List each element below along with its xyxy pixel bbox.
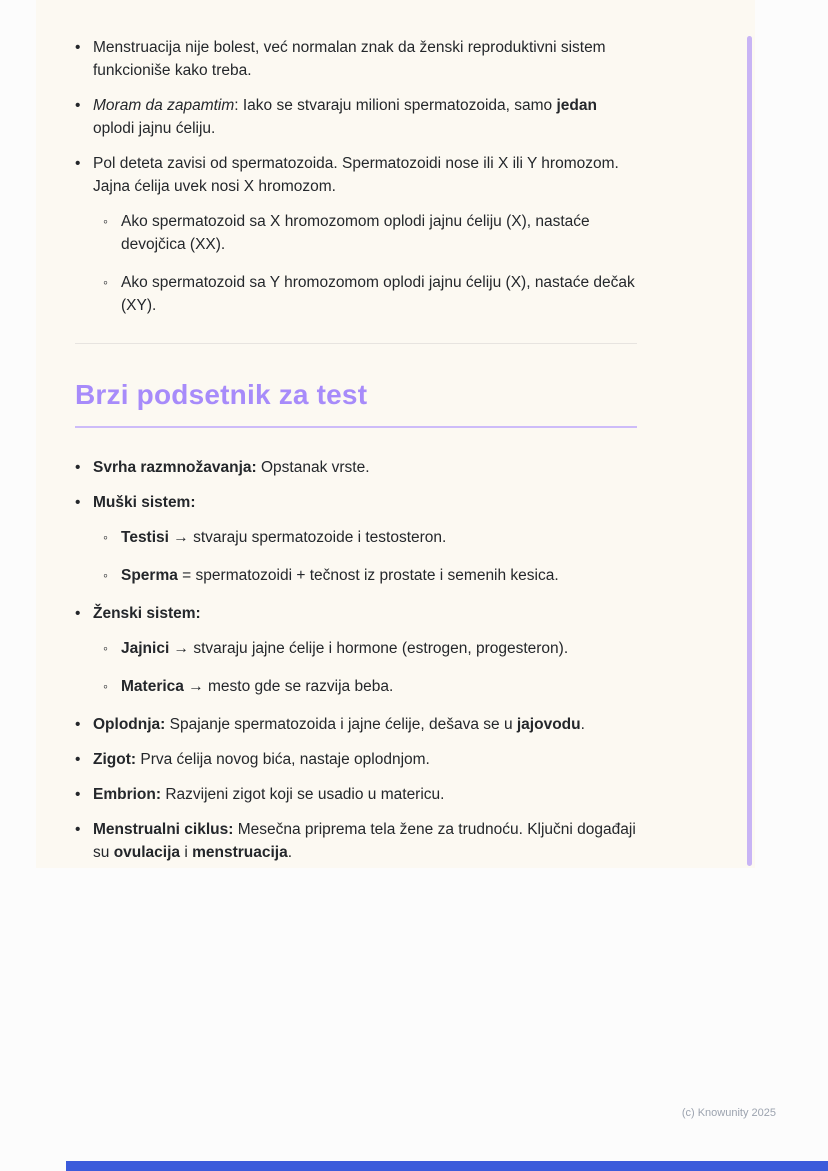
- bullet-disc-icon: •: [75, 716, 81, 733]
- list-item-text: Materica → mesto gde se razvija beba.: [121, 678, 394, 695]
- list-item: [75, 783, 637, 806]
- list-item: [75, 491, 637, 514]
- scrollbar-thumb[interactable]: [747, 36, 752, 866]
- bullet-disc-icon: •: [75, 39, 81, 56]
- section-heading: Brzi podsetnik za test: [75, 379, 368, 410]
- list-item: [75, 748, 637, 771]
- bullet-disc-icon: •: [75, 786, 81, 803]
- list-item-text: Ako spermatozoid sa Y hromozomom oplodi jajnu ćeliju (X), nastaće dečak (XY).: [121, 274, 635, 314]
- list-item: [75, 818, 637, 864]
- list-item: [75, 675, 637, 698]
- bullet-disc-icon: •: [75, 605, 81, 622]
- intro-list: [75, 36, 637, 317]
- list-item-text: Pol deteta zavisi od spermatozoida. Spermatozoidi nose ili X ili Y hromozom. Jajna ćelija uvek nosi X hromozom.: [93, 155, 619, 195]
- list-item-text: Menstruacija nije bolest, već normalan znak da ženski reproduktivni sistem funkcioniše kako treba.: [93, 39, 606, 79]
- bullet-disc-icon: •: [75, 751, 81, 768]
- list-item: [75, 602, 637, 625]
- bottom-accent-bar: [66, 1161, 828, 1171]
- notes-content: [75, 36, 637, 876]
- list-item-text: Svrha razmnožavanja: Opstanak vrste.: [93, 459, 370, 476]
- heading-underline: [75, 426, 637, 428]
- list-item: [75, 564, 637, 587]
- list-item: [75, 526, 637, 549]
- bullet-circle-icon: ◦: [103, 274, 108, 290]
- list-item-text: Moram da zapamtim: Iako se stvaraju milioni spermatozoida, samo jedan oplodi jajnu ćeliju.: [93, 97, 597, 137]
- bullet-disc-icon: •: [75, 459, 81, 476]
- bullet-disc-icon: •: [75, 821, 81, 838]
- list-item: [75, 152, 637, 198]
- list-item-text: Testisi → stvaraju spermatozoide i testosteron.: [121, 529, 447, 546]
- list-item-text: Embrion: Razvijeni zigot koji se usadio u matericu.: [93, 786, 445, 803]
- bullet-circle-icon: ◦: [103, 567, 108, 583]
- list-item-text: Ženski sistem:: [93, 605, 201, 622]
- bullet-circle-icon: ◦: [103, 213, 108, 229]
- bullet-circle-icon: ◦: [103, 678, 108, 694]
- bullet-disc-icon: •: [75, 494, 81, 511]
- summary-list: [75, 456, 637, 864]
- list-item-text: Oplodnja: Spajanje spermatozoida i jajne ćelije, dešava se u jajovodu.: [93, 716, 585, 733]
- section-divider: [75, 343, 637, 344]
- bullet-disc-icon: •: [75, 155, 81, 172]
- list-item-text: Menstrualni ciklus: Mesečna priprema tela žene za trudnoću. Ključni događaji su ovulacija i menstruacija.: [93, 821, 636, 861]
- list-item: [75, 637, 637, 660]
- list-item-text: Muški sistem:: [93, 494, 196, 511]
- list-item: [75, 210, 637, 256]
- bullet-circle-icon: ◦: [103, 529, 108, 545]
- list-item: [75, 456, 637, 479]
- bullet-circle-icon: ◦: [103, 640, 108, 656]
- list-item: [75, 36, 637, 82]
- list-item: [75, 94, 637, 140]
- bullet-disc-icon: •: [75, 97, 81, 114]
- list-item-text: Sperma = spermatozoidi + tečnost iz prostate i semenih kesica.: [121, 567, 559, 584]
- list-item-text: Jajnici → stvaraju jajne ćelije i hormone (estrogen, progesteron).: [121, 640, 569, 657]
- footer-credit: (c) Knowunity 2025: [681, 1107, 776, 1119]
- list-item-text: Ako spermatozoid sa X hromozomom oplodi jajnu ćeliju (X), nastaće devojčica (XX).: [121, 213, 590, 253]
- list-item: [75, 713, 637, 736]
- list-item: [75, 271, 637, 317]
- list-item-text: Zigot: Prva ćelija novog bića, nastaje oplodnjom.: [93, 751, 430, 768]
- notes-card: [36, 0, 755, 868]
